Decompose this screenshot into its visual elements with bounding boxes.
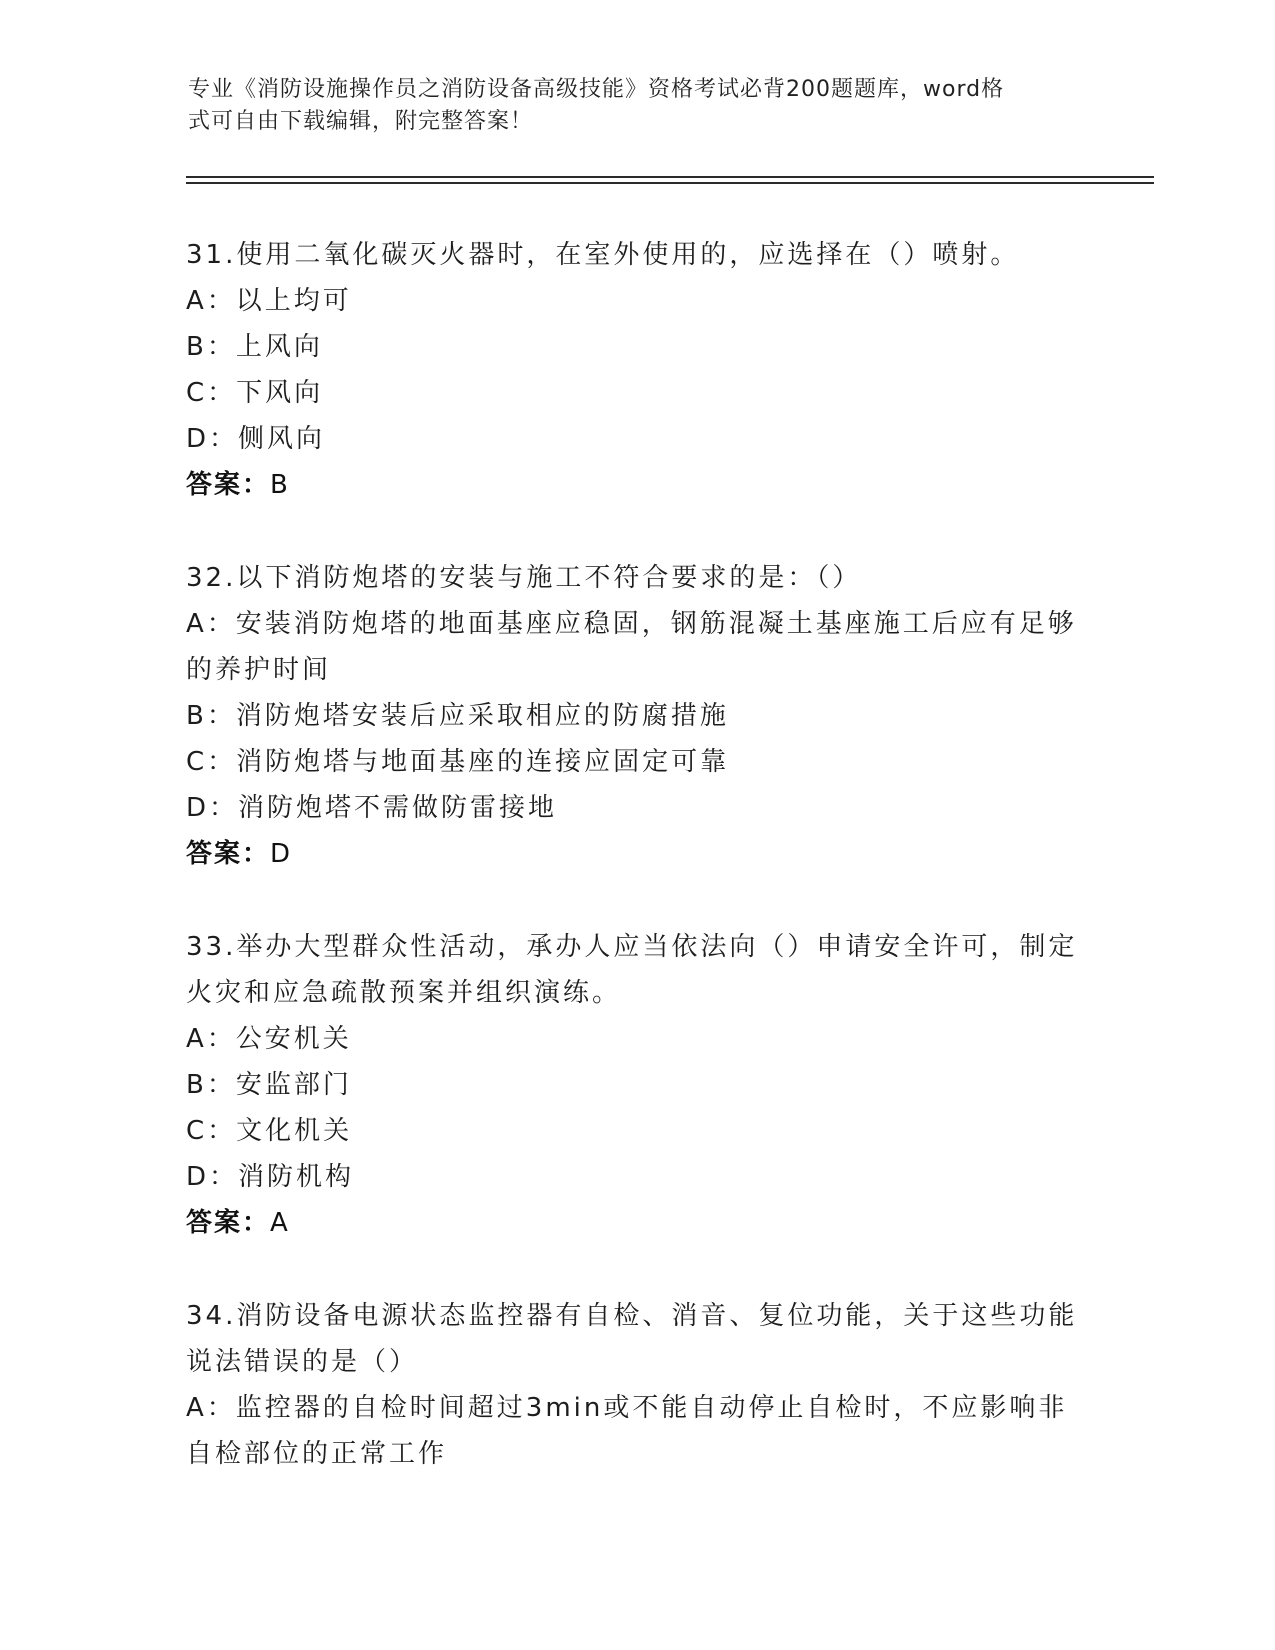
- option-text-line: A：安装消防炮塔的地面基座应稳固，钢筋混凝土基座施工后应有足够: [186, 609, 1077, 639]
- answer-value: B: [270, 470, 290, 500]
- question-block: [186, 232, 1086, 508]
- question-stem-line: 33.举办大型群众性活动，承办人应当依法向（）申请安全许可，制定: [186, 932, 1078, 962]
- option-text-line: C：消防炮塔与地面基座的连接应固定可靠: [186, 747, 730, 777]
- option-text-line: C：文化机关: [186, 1116, 353, 1146]
- question-option: [186, 278, 1086, 324]
- answer-value: D: [270, 839, 293, 869]
- question-block: [186, 924, 1086, 1246]
- option-text-line: 的养护时间: [186, 655, 332, 685]
- question-option: [186, 693, 1086, 739]
- question-option: [186, 1154, 1086, 1200]
- question-list: [186, 232, 1086, 1524]
- option-text-line: B：消防炮塔安装后应采取相应的防腐措施: [186, 701, 729, 731]
- question-option: [186, 416, 1086, 462]
- header-divider-top: [186, 176, 1154, 178]
- question-option: [186, 1062, 1086, 1108]
- question-option: [186, 785, 1086, 831]
- answer-label: 答案：: [186, 1208, 271, 1238]
- header-line-1: 专业《消防设施操作员之消防设备高级技能》资格考试必背200题题库，word格: [188, 77, 1005, 102]
- question-block: [186, 1293, 1086, 1477]
- option-text-line: A：以上均可: [186, 286, 352, 316]
- question-stem-line: 31.使用二氧化碳灭火器时，在室外使用的，应选择在（）喷射。: [186, 240, 1020, 270]
- document-header: [188, 74, 1068, 138]
- question-stem-line: 34.消防设备电源状态监控器有自检、消音、复位功能，关于这些功能: [186, 1301, 1078, 1331]
- option-text-line: A：监控器的自检时间超过3min或不能自动停止自检时，不应影响非: [186, 1393, 1068, 1423]
- option-text-line: A：公安机关: [186, 1024, 352, 1054]
- answer-line: [186, 831, 1086, 877]
- question-stem-line: 32.以下消防炮塔的安装与施工不符合要求的是：（）: [186, 563, 862, 593]
- answer-line: [186, 1200, 1086, 1246]
- header-divider-bottom: [186, 182, 1154, 184]
- question-stem-line: 说法错误的是（）: [186, 1347, 419, 1377]
- option-text-line: D：消防炮塔不需做防雷接地: [186, 793, 558, 823]
- question-option: [186, 1385, 1086, 1477]
- answer-line: [186, 462, 1086, 508]
- question-option: [186, 1108, 1086, 1154]
- question-option: [186, 1016, 1086, 1062]
- question-option: [186, 739, 1086, 785]
- answer-label: 答案：: [186, 470, 271, 500]
- question-option: [186, 324, 1086, 370]
- question-option: [186, 370, 1086, 416]
- option-text-line: B：上风向: [186, 332, 323, 362]
- option-text-line: B：安监部门: [186, 1070, 352, 1100]
- question-option: [186, 601, 1086, 693]
- answer-label: 答案：: [186, 839, 271, 869]
- option-text-line: D：消防机构: [186, 1162, 355, 1192]
- answer-value: A: [270, 1208, 290, 1238]
- question-stem-line: 火灾和应急疏散预案并组织演练。: [186, 978, 622, 1008]
- header-line-2: 式可自由下载编辑，附完整答案！: [188, 109, 534, 134]
- option-text-line: C：下风向: [186, 378, 324, 408]
- option-text-line: D：侧风向: [186, 424, 326, 454]
- question-block: [186, 555, 1086, 877]
- option-text-line: 自检部位的正常工作: [186, 1439, 448, 1469]
